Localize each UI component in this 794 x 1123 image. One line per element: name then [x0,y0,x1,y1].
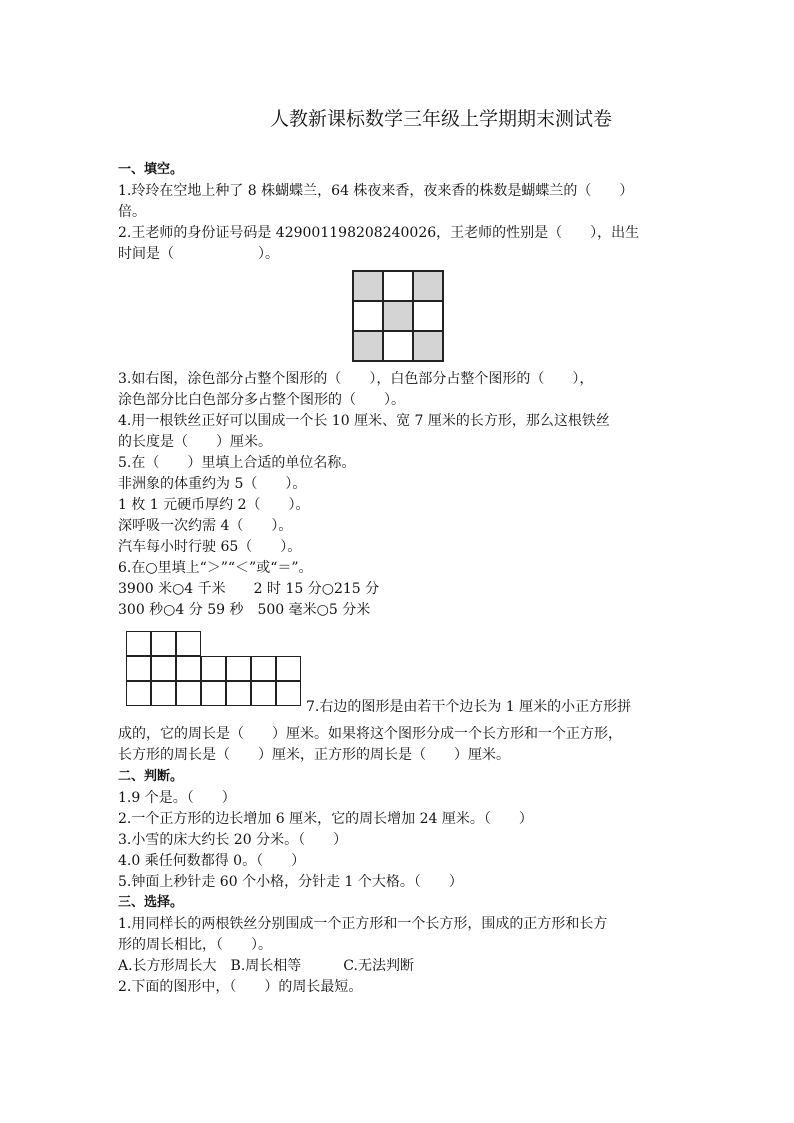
unit-square [251,656,276,681]
grid-cell [353,301,383,331]
unit-square [226,656,251,681]
q5-item2: 1 枚 1 元硬币厚约 2（ ）。 [118,497,310,513]
grid-cell [353,331,383,361]
grid-cell [383,271,413,301]
choice-q1-line1: 1.用同样长的两根铁丝分别围成一个正方形和一个长方形，围成的正方形和长方 [118,916,608,932]
choice-q1-options: A.长方形周长大 B.周长相等 C.无法判断 [118,958,414,974]
unit-square [226,681,251,706]
choice-q1-line2: 形的周长相比，（ ）。 [118,937,272,953]
unit-square [151,656,176,681]
q2-line1: 2.王老师的身份证号码是 429001198208240026，王老师的性别是（ ），出生 [118,225,640,241]
unit-square [201,681,226,706]
judge-q5: 5.钟面上秒针走 60 个小格，分针走 1 个大格。（ ） [118,874,463,890]
page-title: 人教新课标数学三年级上学期期末测试卷 [269,108,612,130]
shaded-grid-figure [352,270,444,362]
grid-cell [383,331,413,361]
q5-item3: 深呼吸一次约需 4（ ）。 [118,518,293,534]
q3-line1: 3.如右图，涂色部分占整个图形的（ ），白色部分占整个图形的（ ）， [118,371,594,387]
q7-line1: 7.右边的图形是由若干个边长为 1 厘米的小正方形拼 [306,699,632,715]
choice-q2-line: 2.下面的图形中，（ ）的周长最短。 [118,979,363,995]
grid-cell [383,301,413,331]
q6-compare1: 3900 米○4 千米 2 时 15 分○215 分 [118,581,380,597]
unit-square [126,631,151,656]
q5-item1: 非洲象的体重约为 5（ ）。 [118,476,307,492]
unit-square [176,631,201,656]
q4-line1: 4.用一根铁丝正好可以围成一个长 10 厘米、宽 7 厘米的长方形，那么这根铁丝 [118,413,610,429]
q6-line: 6.在○里填上“＞”“＜”或“＝”。 [118,560,313,576]
section-heading-judge: 二、判断。 [118,769,184,784]
q3-line2: 涂色部分比白色部分多占整个图形的（ ）。 [118,392,405,408]
q7-line3: 长方形的周长是（ ）厘米，正方形的周长是（ ）厘米。 [118,747,510,763]
judge-q1: 1.9 个是。（ ） [118,790,236,806]
q1-line1: 1.玲玲在空地上种了 8 株蝴蝶兰，64 株夜来香，夜来香的株数是蝴蝶兰的（ ） [118,183,634,199]
unit-square [276,656,301,681]
q7-line2: 成的，它的周长是（ ）厘米。如果将这个图形分成一个长方形和一个正方形， [118,726,622,742]
q2-line2: 时间是（ ）。 [118,246,279,262]
grid-cell [413,301,443,331]
section-heading-fill: 一、填空。 [118,162,184,177]
grid-cell [413,331,443,361]
grid-cell [413,271,443,301]
unit-square [126,656,151,681]
unit-square [251,681,276,706]
unit-square [151,681,176,706]
q1-line2: 倍。 [118,204,146,220]
q5-item4: 汽车每小时行驶 65（ ）。 [118,539,302,555]
unit-square [151,631,176,656]
section-heading-choice: 三、选择。 [118,895,184,910]
q6-compare2: 300 秒○4 分 59 秒 500 毫米○5 分米 [118,602,371,618]
judge-q4: 4.0 乘任何数都得 0。（ ） [118,853,306,869]
judge-q2: 2.一个正方形的边长增加 6 厘米，它的周长增加 24 厘米。（ ） [118,811,533,827]
unit-square [176,681,201,706]
q4-line2: 的长度是（ ）厘米。 [118,434,272,450]
grid-cell [353,271,383,301]
unit-square [176,656,201,681]
q5-line: 5.在（ ）里填上合适的单位名称。 [118,455,356,471]
unit-square [201,656,226,681]
judge-q3: 3.小雪的床大约长 20 分米。（ ） [118,832,348,848]
unit-square [276,681,301,706]
unit-square [126,681,151,706]
small-squares-figure [126,631,306,709]
